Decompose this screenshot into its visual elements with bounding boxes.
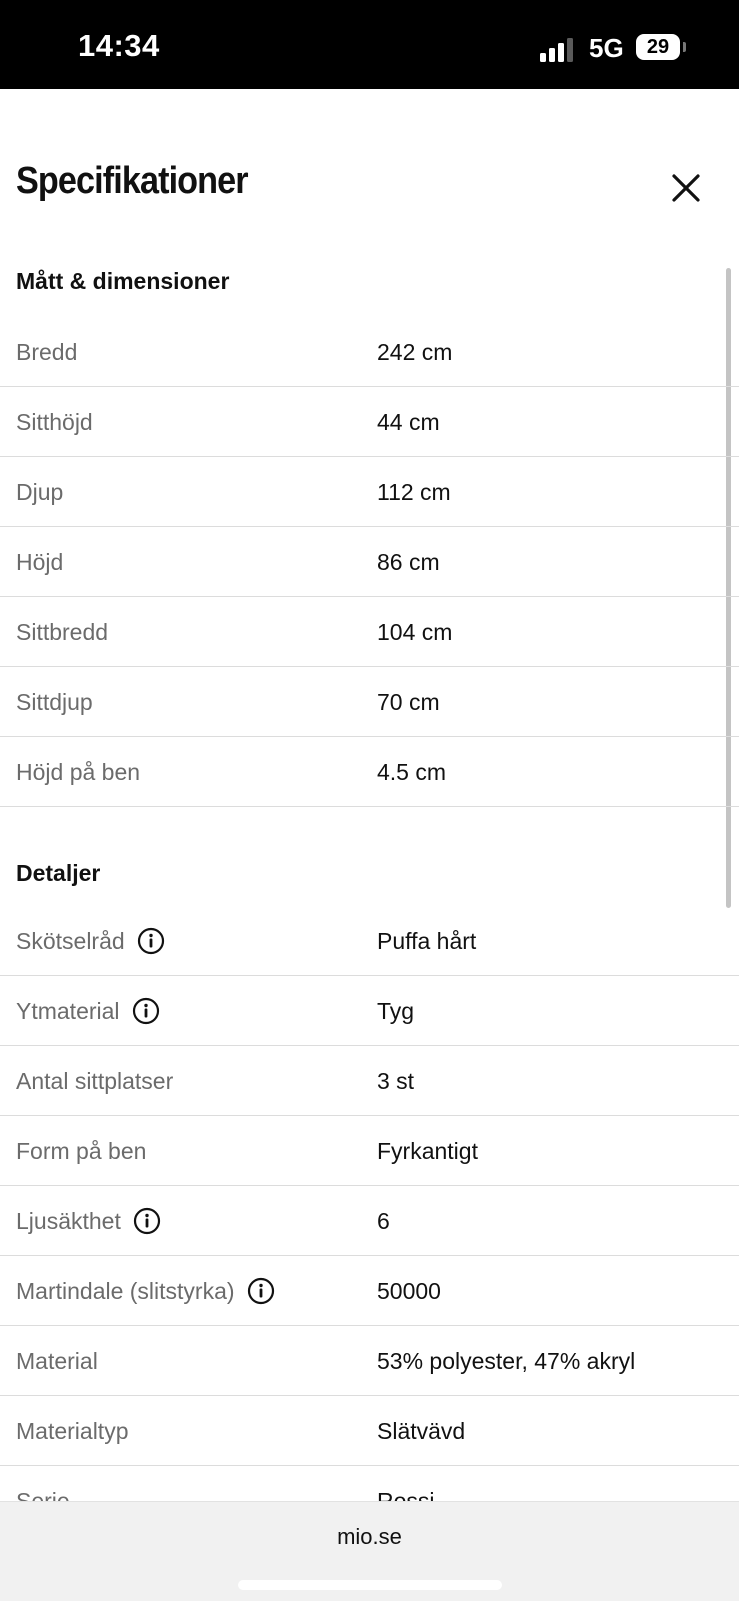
spec-value: 50000 xyxy=(377,1278,441,1304)
signal-icon xyxy=(540,38,578,62)
spec-label xyxy=(16,1256,275,1326)
info-icon[interactable] xyxy=(137,927,165,955)
spec-label-text: Skötselråd xyxy=(16,928,125,954)
info-icon[interactable] xyxy=(132,997,160,1025)
spec-value: 86 cm xyxy=(377,549,440,575)
spec-label-text: Ljusäkthet xyxy=(16,1208,121,1234)
spec-label: Djup xyxy=(16,479,64,505)
spec-label: Sittbredd xyxy=(16,619,109,645)
spec-value: Slätvävd xyxy=(377,1418,466,1444)
status-time: 14:34 xyxy=(78,28,160,63)
close-icon xyxy=(666,168,706,208)
spec-label: Form på ben xyxy=(16,1138,147,1164)
spec-value: Tyg xyxy=(377,998,415,1024)
spec-row-sittdjup xyxy=(0,667,739,737)
status-bar xyxy=(0,0,739,89)
spec-label: Materialtyp xyxy=(16,1418,129,1444)
spec-label: Sittdjup xyxy=(16,689,93,715)
spec-label: Höjd xyxy=(16,549,64,575)
info-icon[interactable] xyxy=(133,1207,161,1235)
spec-row-sittbredd xyxy=(0,597,739,667)
spec-label: Sitthöjd xyxy=(16,409,93,435)
spec-value: 44 cm xyxy=(377,409,440,435)
spec-label xyxy=(16,1186,161,1256)
spec-value: 104 cm xyxy=(377,619,453,645)
spec-value: 3 st xyxy=(377,1068,415,1094)
spec-value: Fyrkantigt xyxy=(377,1138,478,1164)
spec-label: Antal sittplatser xyxy=(16,1068,174,1094)
spec-value: 112 cm xyxy=(377,479,451,505)
spec-row-hojd-pa-ben xyxy=(0,737,739,807)
spec-row-form-pa-ben xyxy=(0,1116,739,1186)
battery-icon xyxy=(636,34,686,62)
browser-url[interactable]: mio.se xyxy=(337,1524,402,1549)
spec-label xyxy=(16,906,165,976)
spec-row-ljusakthet xyxy=(0,1186,739,1256)
spec-value: 4.5 cm xyxy=(377,759,447,785)
spec-label: Material xyxy=(16,1348,98,1374)
spec-value: 70 cm xyxy=(377,689,440,715)
spec-label-text: Ytmaterial xyxy=(16,998,120,1024)
spec-row-bredd xyxy=(0,317,739,387)
section-heading-details: Detaljer xyxy=(16,860,101,886)
spec-label xyxy=(16,976,160,1046)
info-icon[interactable] xyxy=(247,1277,275,1305)
spec-value: 6 xyxy=(377,1208,390,1234)
spec-row-antal-sittplatser xyxy=(0,1046,739,1116)
close-button[interactable] xyxy=(666,168,706,208)
spec-label: Bredd xyxy=(16,339,78,365)
spec-value: Puffa hårt xyxy=(377,928,477,954)
home-indicator[interactable] xyxy=(238,1580,502,1590)
spec-value: 53% polyester, 47% akryl xyxy=(377,1348,636,1374)
section-heading-dimensions: Mått & dimensioner xyxy=(16,268,230,294)
battery-percent: 29 xyxy=(646,36,670,58)
page-title: Specifikationer xyxy=(16,160,248,202)
spec-row-djup xyxy=(0,457,739,527)
spec-row-sitthojd xyxy=(0,387,739,457)
spec-row-martindale xyxy=(0,1256,739,1326)
spec-value: 242 cm xyxy=(377,339,453,365)
spec-row-skotselrad xyxy=(0,906,739,976)
network-label: 5G xyxy=(589,33,624,63)
spec-row-material xyxy=(0,1326,739,1396)
spec-row-materialtyp xyxy=(0,1396,739,1466)
browser-bottom-bar xyxy=(0,1501,739,1601)
spec-row-ytmaterial xyxy=(0,976,739,1046)
spec-row-hojd xyxy=(0,527,739,597)
spec-label: Höjd på ben xyxy=(16,759,141,785)
spec-label-text: Martindale (slitstyrka) xyxy=(16,1278,235,1304)
